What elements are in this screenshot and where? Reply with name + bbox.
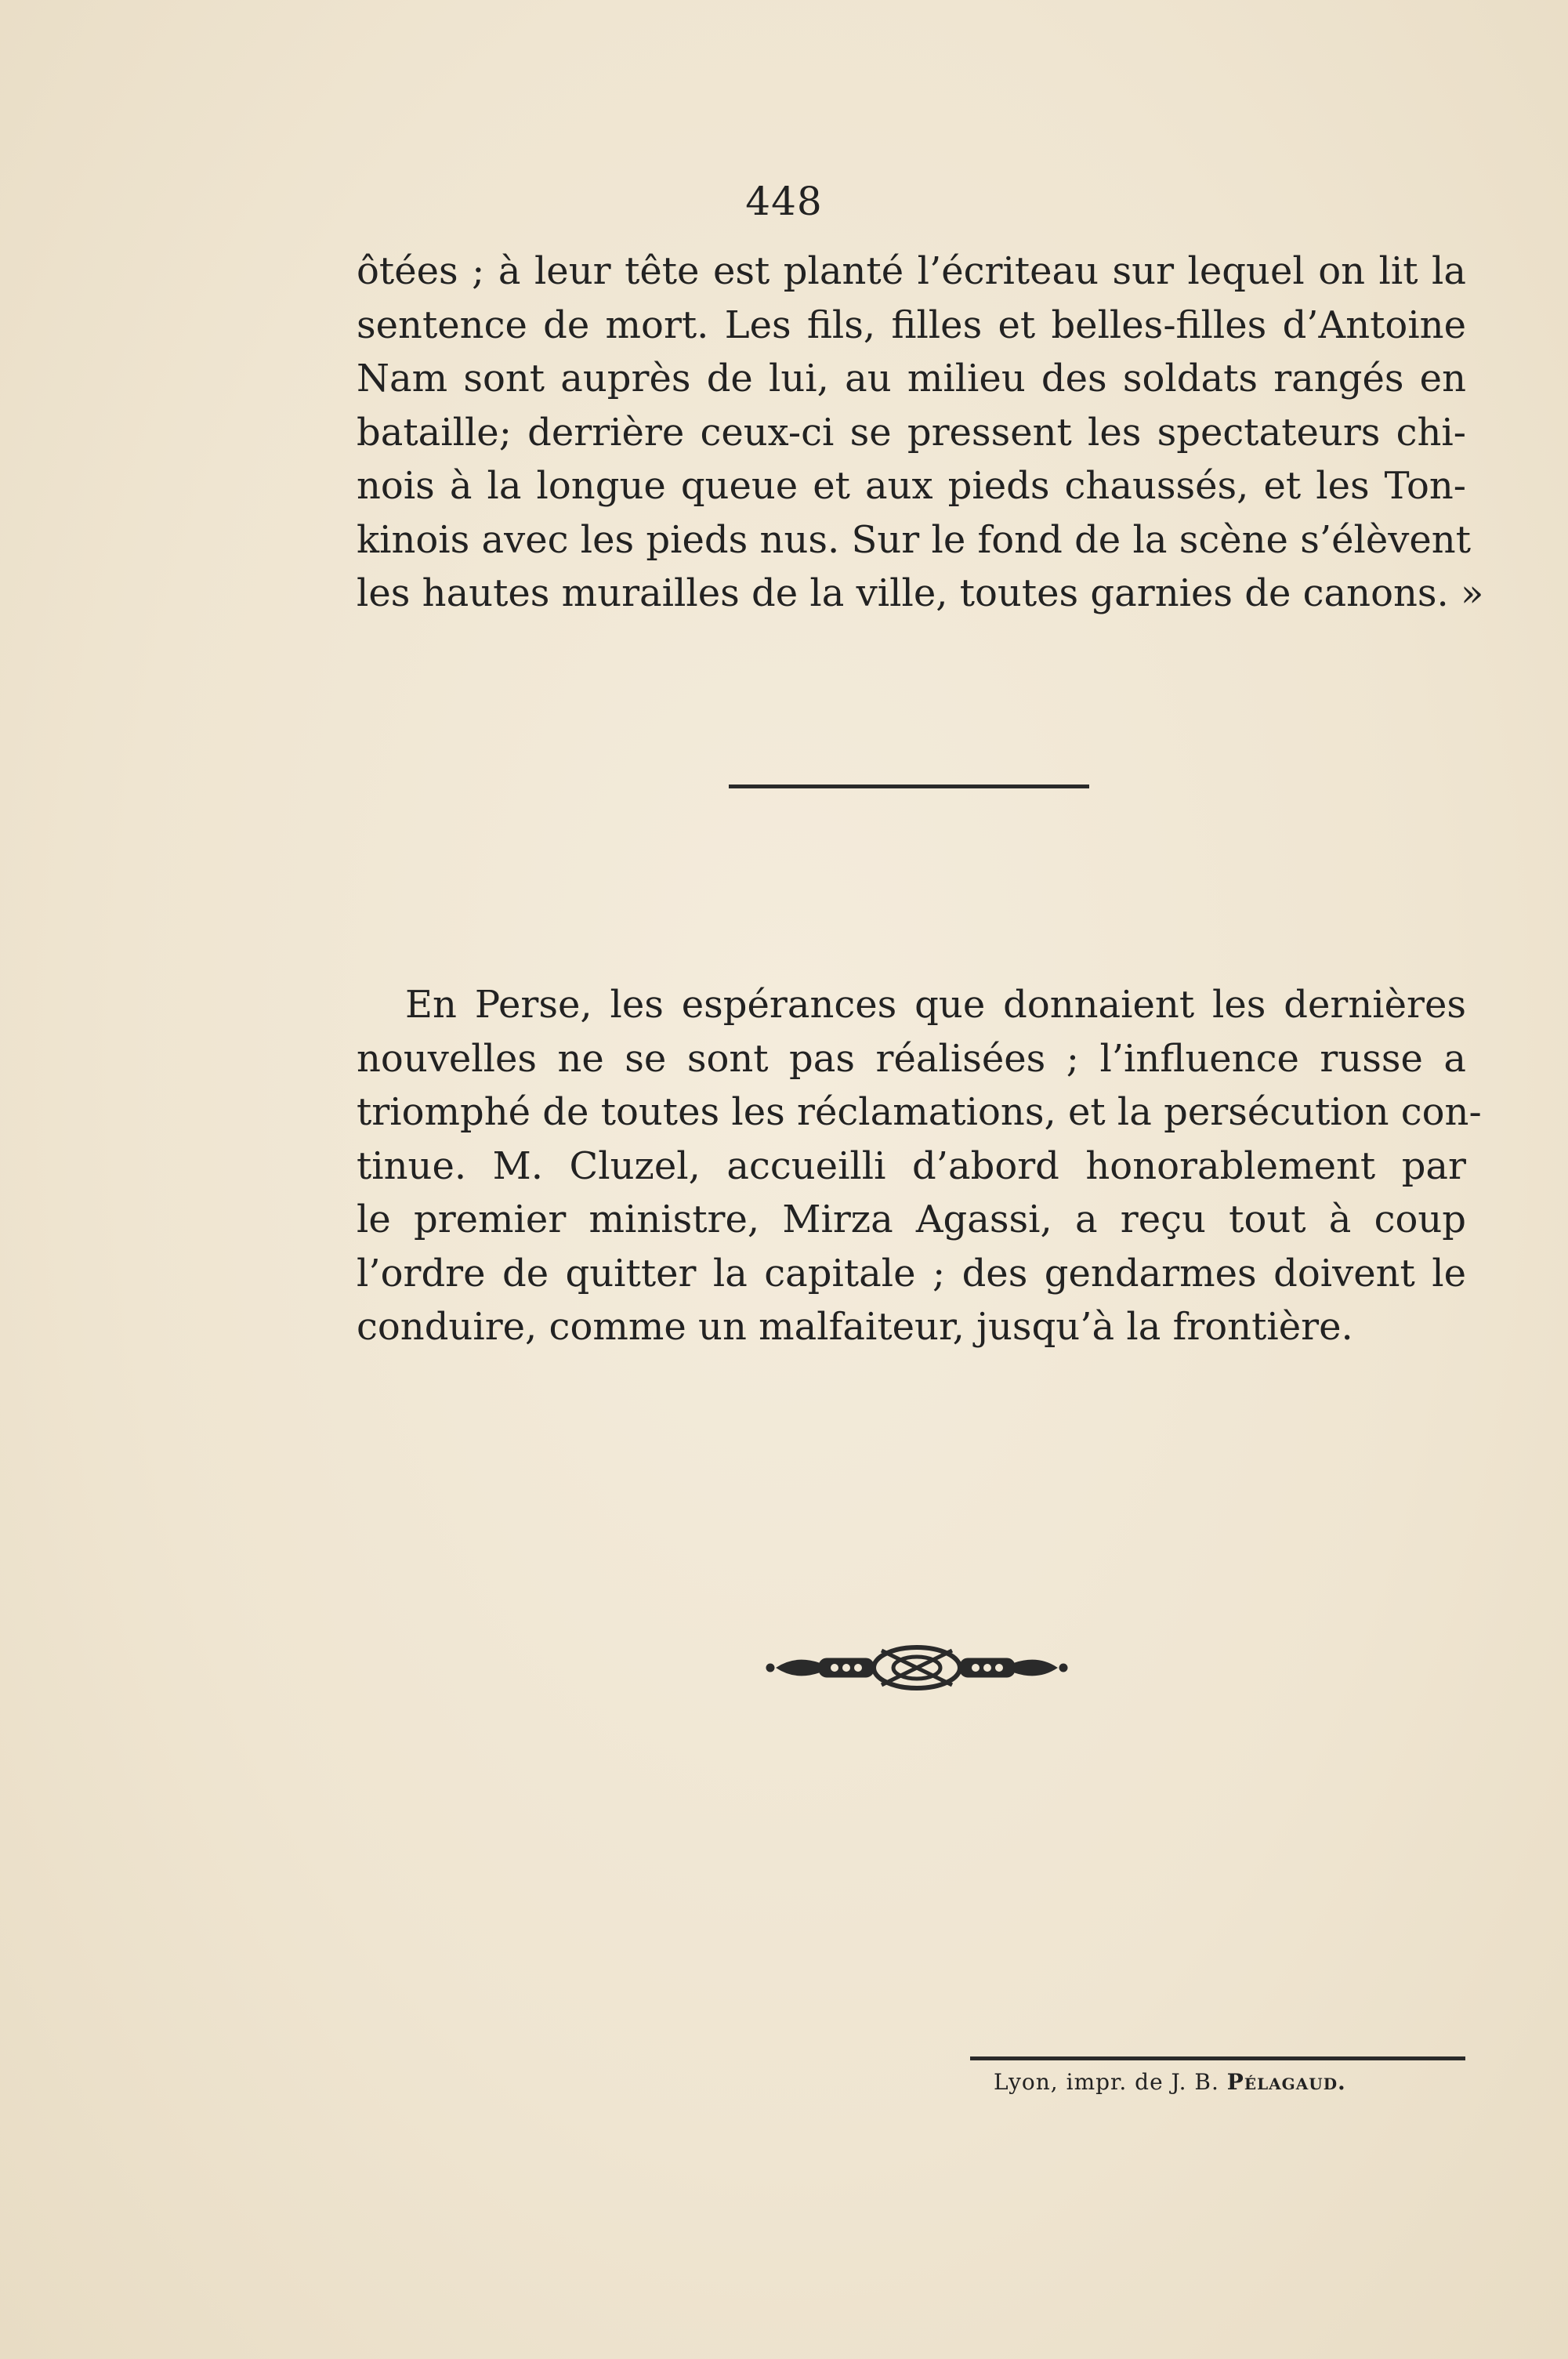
text-line: l’ordre de quitter la capitale ; des gendarmes doivent le (357, 1251, 1466, 1295)
imprint-prefix: Lyon, impr. de J. B. (994, 2069, 1227, 2095)
page-number: 448 (745, 179, 823, 224)
text-line: Nam sont auprès de lui, au milieu des soldats rangés en (357, 357, 1466, 400)
text-line: nois à la longue queue et aux pieds chaussés, et les Ton- (357, 464, 1466, 508)
text-line: triomphé de toutes les réclamations, et la persécution con- (357, 1090, 1482, 1134)
text-line: nouvelles ne se sont pas réalisées ; l’influence russe a (357, 1036, 1466, 1081)
footer-rule (970, 2056, 1465, 2060)
printer-imprint (994, 2069, 1346, 2095)
paragraph-1 (357, 245, 1484, 621)
section-divider-rule (729, 785, 1089, 788)
text-line: tinue. M. Cluzel, accueilli d’abord honorablement par (357, 1143, 1466, 1188)
text-line: le premier ministre, Mirza Agassi, a reçu tout à coup (357, 1198, 1466, 1241)
text-line: kinois avec les pieds nus. Sur le fond de la scène s’élèvent (357, 517, 1471, 562)
text-line: ôtées ; à leur tête est planté l’écriteau sur lequel on lit la (357, 249, 1466, 293)
text-line: bataille; derrière ceux-ci se pressent les spectateurs chi- (357, 410, 1466, 455)
paragraph-2 (357, 978, 1482, 1354)
imprint-printer-name: Pélagaud. (1226, 2069, 1346, 2095)
text-line: les hautes murailles de la ville, toutes garnies de canons. » (357, 571, 1484, 615)
text-line: sentence de mort. Les fils, filles et belles-filles d’Antoine (357, 303, 1466, 347)
ornament-fleuron-icon (764, 1644, 1070, 1691)
text-line: conduire, comme un malfaiteur, jusqu’à la frontière. (357, 1305, 1353, 1349)
text-line: En Perse, les espérances que donnaient les dernières (405, 983, 1466, 1027)
